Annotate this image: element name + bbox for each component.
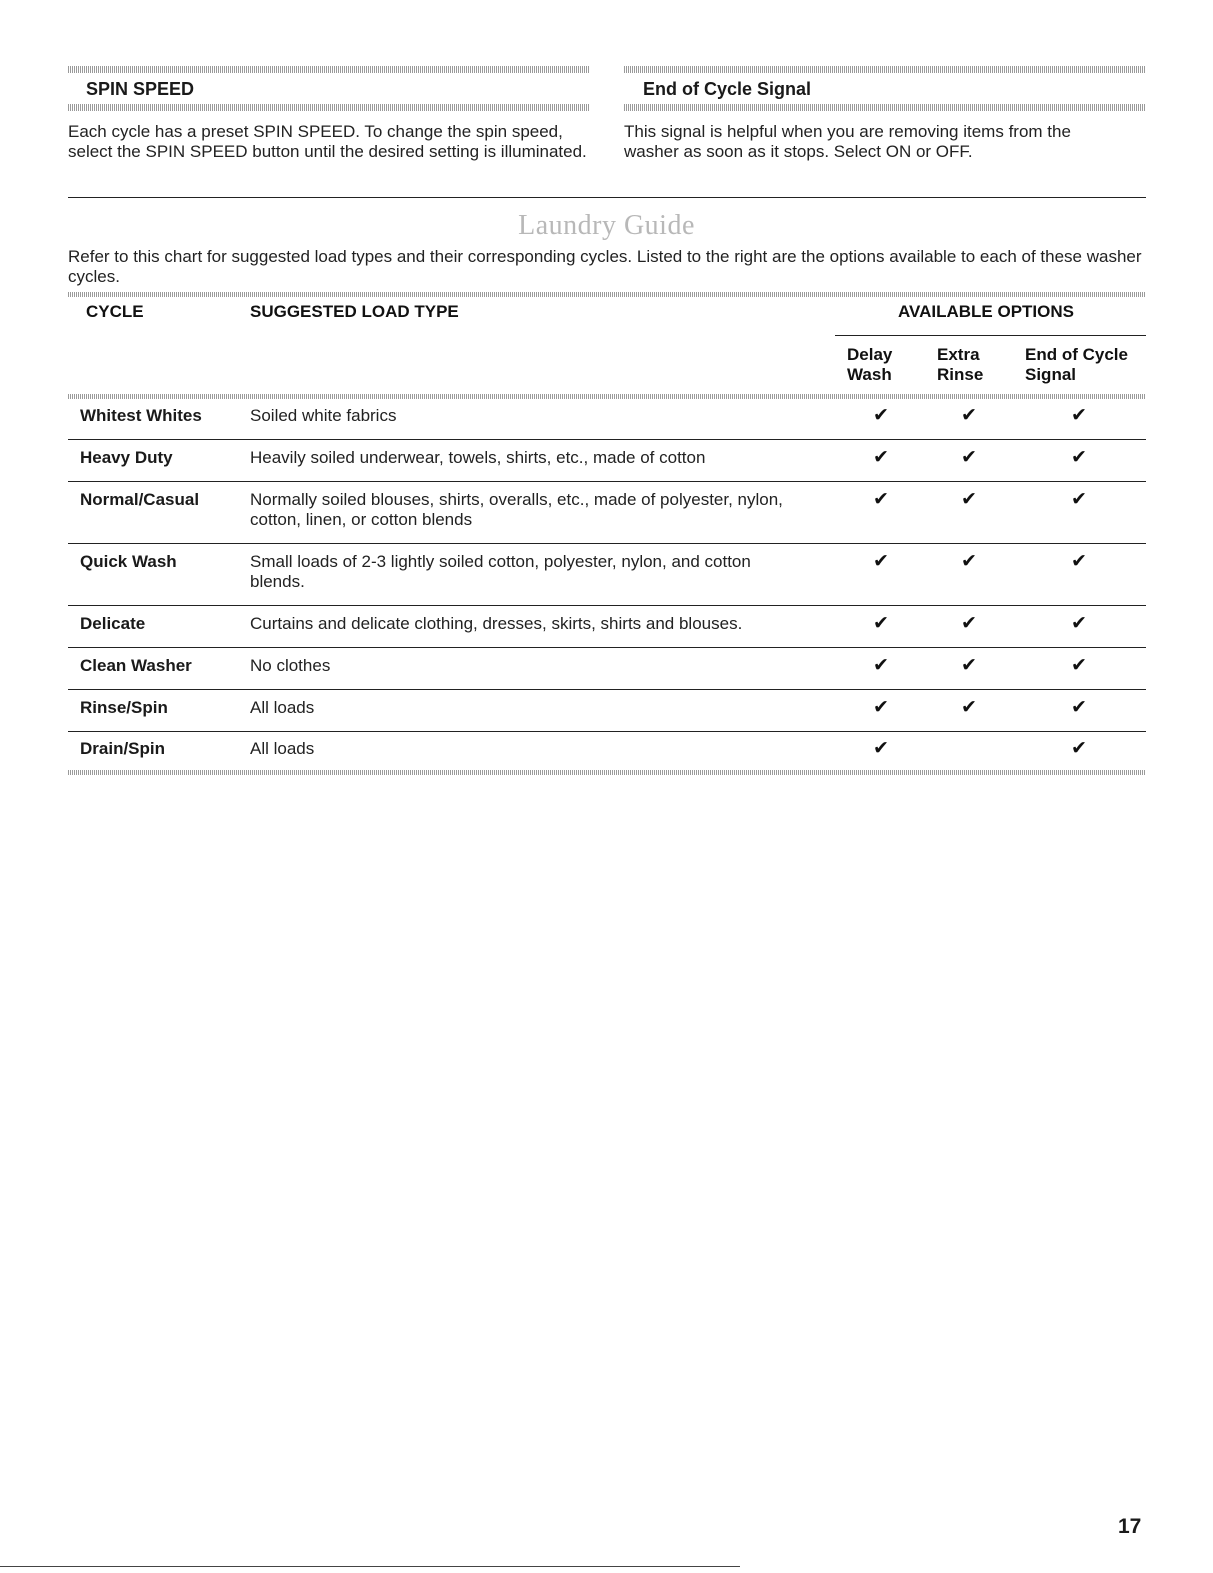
header-end-of-cycle-signal: End of Cycle Signal: [1025, 345, 1128, 384]
load-type: No clothes: [250, 656, 331, 675]
load-type: Curtains and delicate clothing, dresses, skirts, shirts and blouses.: [250, 614, 743, 633]
options-header-rule: [835, 335, 1146, 336]
load-type: All loads: [250, 739, 315, 758]
check-icon: ✔: [1071, 551, 1087, 572]
page-number: 17: [1118, 1515, 1142, 1538]
spin-speed-title: SPIN SPEED: [86, 79, 195, 99]
section-divider: [68, 197, 1146, 198]
load-type: All loads: [250, 698, 315, 717]
check-icon: ✔: [961, 447, 977, 468]
check-icon: ✔: [873, 613, 889, 634]
header-load-type: SUGGESTED LOAD TYPE: [250, 302, 459, 321]
check-icon: ✔: [873, 489, 889, 510]
cycle-name: Quick Wash: [80, 552, 177, 571]
load-type: Normally soiled blouses, shirts, overalls, etc., made of polyester, nylon, cotton, linen, or cotton blends: [250, 490, 783, 529]
check-icon: ✔: [1071, 405, 1087, 426]
check-icon: ✔: [1071, 655, 1087, 676]
check-icon: ✔: [1071, 613, 1087, 634]
check-icon: ✔: [961, 697, 977, 718]
load-type: Soiled white fabrics: [250, 406, 397, 425]
check-icon: ✔: [961, 551, 977, 572]
check-icon: ✔: [961, 489, 977, 510]
laundry-guide-title: Laundry Guide: [518, 210, 695, 241]
row-divider: [68, 605, 1146, 606]
cycle-name: Heavy Duty: [80, 448, 173, 467]
row-divider: [68, 689, 1146, 690]
end-of-cycle-bottom-rule: [624, 104, 1146, 111]
end-of-cycle-body: This signal is helpful when you are removing items from the washer as soon as it stops. Select ON or OFF.: [624, 122, 1071, 161]
check-icon: ✔: [1071, 697, 1087, 718]
spin-speed-top-rule: [68, 66, 590, 73]
check-icon: ✔: [873, 738, 889, 759]
cycle-name: Clean Washer: [80, 656, 192, 675]
laundry-guide-intro: Refer to this chart for suggested load types and their corresponding cycles. Listed to the right are the options available to each of these washer cycles.: [68, 247, 1142, 286]
load-type: Small loads of 2-3 lightly soiled cotton, polyester, nylon, and cotton blends.: [250, 552, 751, 591]
check-icon: ✔: [961, 405, 977, 426]
end-of-cycle-top-rule: [624, 66, 1146, 73]
spin-speed-body: Each cycle has a preset SPIN SPEED. To change the spin speed, select the SPIN SPEED button until the desired setting is illuminated.: [68, 122, 587, 161]
page-bottom-rule: [0, 1566, 740, 1567]
header-extra-rinse: Extra Rinse: [937, 345, 984, 384]
row-divider: [68, 647, 1146, 648]
table-top-rule: [68, 292, 1146, 297]
header-cycle: CYCLE: [86, 302, 144, 321]
spin-speed-bottom-rule: [68, 104, 590, 111]
check-icon: ✔: [873, 697, 889, 718]
cycle-name: Drain/Spin: [80, 739, 166, 758]
row-divider: [68, 543, 1146, 544]
row-divider: [68, 731, 1146, 732]
check-icon: ✔: [873, 551, 889, 572]
check-icon: ✔: [873, 655, 889, 676]
row-divider: [68, 481, 1146, 482]
table-header-bottom-rule: [68, 394, 1146, 399]
table-bottom-rule: [68, 770, 1146, 775]
cycle-name: Rinse/Spin: [80, 698, 168, 717]
cycle-name: Delicate: [80, 614, 146, 633]
end-of-cycle-title: End of Cycle Signal: [643, 79, 812, 99]
check-icon: ✔: [1071, 489, 1087, 510]
header-available-options: AVAILABLE OPTIONS: [898, 302, 1074, 321]
check-icon: ✔: [1071, 447, 1087, 468]
cycle-name: Whitest Whites: [80, 406, 202, 425]
check-icon: ✔: [961, 655, 977, 676]
check-icon: ✔: [1071, 738, 1087, 759]
cycle-name: Normal/Casual: [80, 490, 200, 509]
load-type: Heavily soiled underwear, towels, shirts, etc., made of cotton: [250, 448, 706, 467]
check-icon: ✔: [873, 447, 889, 468]
row-divider: [68, 439, 1146, 440]
check-icon: ✔: [873, 405, 889, 426]
header-delay-wash: Delay Wash: [847, 345, 893, 384]
check-icon: ✔: [961, 613, 977, 634]
